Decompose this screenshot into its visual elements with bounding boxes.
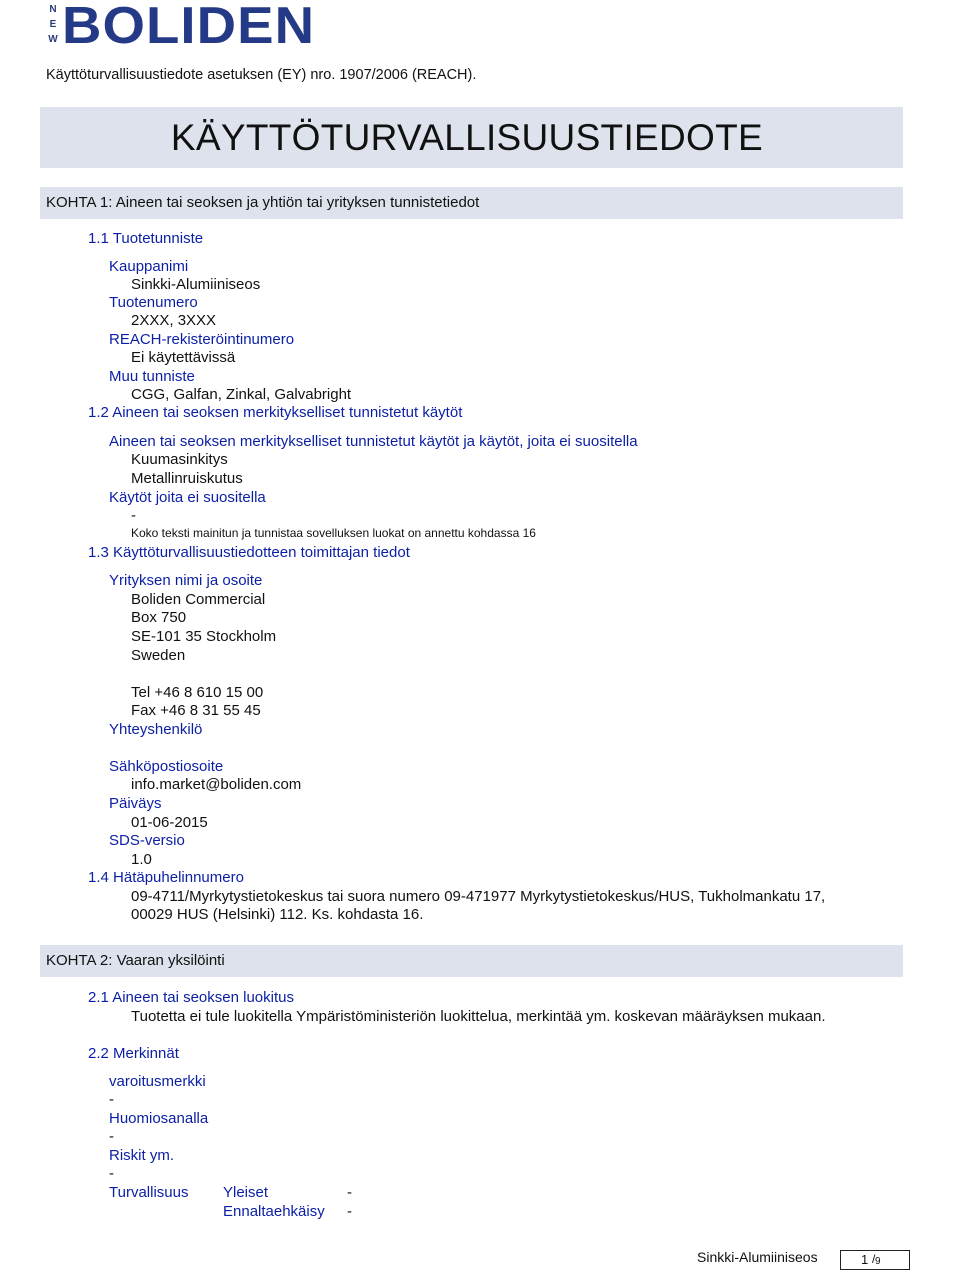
risks-label: Riskit ym. <box>109 1147 174 1164</box>
reach-number-label: REACH-rekisteröintinumero <box>109 331 295 348</box>
sds-version-label: SDS-versio <box>109 832 185 849</box>
warning-symbol-label: varoitusmerkki <box>109 1073 206 1090</box>
subsection-2-2-heading: 2.2 Merkinnät <box>88 1045 179 1062</box>
safety-general-value: - <box>347 1184 352 1201</box>
sds-version-value: 1.0 <box>131 851 152 868</box>
contact-label: Yhteyshenkilö <box>109 721 203 738</box>
classification-text: Tuotetta ei tule luokitella Ympäristöministeriön luokittelua, merkintää ym. koskevan määräyksen mukaan. <box>131 1008 826 1025</box>
safety-prevention-label: Ennaltaehkäisy <box>223 1203 325 1220</box>
emergency-line-1: 09-4711/Myrkytystietokeskus tai suora numero 09-471977 Myrkytystietokeskus/HUS, Tukholmankatu 17, <box>131 888 826 905</box>
not-recommended-label: Käytöt joita ei suositella <box>109 489 266 506</box>
subsection-1-4-heading: 1.4 Hätäpuhelinnumero <box>88 869 244 886</box>
subsection-1-3-heading: 1.3 Käyttöturvallisuustiedotteen toimittajan tiedot <box>88 544 410 561</box>
company-label: Yrityksen nimi ja osoite <box>109 572 263 589</box>
company-city: SE-101 35 Stockholm <box>131 628 277 645</box>
safety-label: Turvallisuus <box>109 1184 189 1201</box>
section-1-band <box>40 187 903 219</box>
email-value: info.market@boliden.com <box>131 776 302 793</box>
page-number: 1 <box>861 1252 869 1267</box>
company-tel: Tel +46 8 610 15 00 <box>131 684 264 701</box>
other-id-value: CGG, Galfan, Zinkal, Galvabright <box>131 386 352 403</box>
risks-value: - <box>109 1165 114 1182</box>
product-number-value: 2XXX, 3XXX <box>131 312 217 329</box>
trade-name-value: Sinkki-Alumiiniseos <box>131 276 261 293</box>
product-number-label: Tuotenumero <box>109 294 198 311</box>
section-16-note: Koko teksti mainitun ja tunnistaa sovelluksen luokat on annettu kohdassa 16 <box>131 526 536 540</box>
document-title: KÄYTTÖTURVALLISUUSTIEDOTE <box>170 117 763 158</box>
page-total: 9 <box>875 1256 881 1267</box>
date-value: 01-06-2015 <box>131 814 208 831</box>
signal-word-value: - <box>109 1128 114 1145</box>
footer-product-name: Sinkki-Alumiiniseos <box>697 1249 818 1265</box>
subsection-2-1-heading: 2.1 Aineen tai seoksen luokitus <box>88 989 294 1006</box>
logo-letter: W <box>48 34 58 45</box>
page-separator: / <box>872 1252 876 1266</box>
safety-general-label: Yleiset <box>223 1184 269 1201</box>
company-fax: Fax +46 8 31 55 45 <box>131 702 261 719</box>
title-band <box>40 107 903 168</box>
company-name: Boliden Commercial <box>131 591 266 608</box>
other-id-label: Muu tunniste <box>109 368 195 385</box>
uses-label: Aineen tai seoksen merkitykselliset tunnistetut käytöt ja käytöt, joita ei suositella <box>109 433 638 450</box>
use-metal-spray: Metallinruiskutus <box>131 470 243 487</box>
section-2-heading: KOHTA 2: Vaaran yksilöinti <box>46 952 225 969</box>
signal-word-label: Huomiosanalla <box>109 1110 209 1127</box>
company-box: Box 750 <box>131 609 187 626</box>
logo-new-mark <box>46 4 60 48</box>
section-1-heading: KOHTA 1: Aineen tai seoksen ja yhtiön tai yrityksen tunnistetiedot <box>46 194 480 211</box>
regulation-line: Käyttöturvallisuustiedote asetuksen (EY) nro. 1907/2006 (REACH). <box>46 67 477 83</box>
subsection-1-2-heading: 1.2 Aineen tai seoksen merkitykselliset tunnistetut käytöt <box>88 404 463 421</box>
safety-prevention-value: - <box>347 1203 352 1220</box>
not-recommended-value: - <box>131 507 136 524</box>
reach-number-value: Ei käytettävissä <box>131 349 236 366</box>
logo-wordmark: BOLIDEN <box>62 0 316 55</box>
logo-letter: N <box>49 4 57 15</box>
logo-letter: E <box>49 19 57 30</box>
emergency-line-2: 00029 HUS (Helsinki) 112. Ks. kohdasta 16. <box>131 906 424 923</box>
boliden-logo <box>46 0 316 55</box>
section-2-band <box>40 945 903 977</box>
warning-symbol-value: - <box>109 1091 114 1108</box>
company-country: Sweden <box>131 647 186 664</box>
trade-name-label: Kauppanimi <box>109 258 189 275</box>
email-label: Sähköpostiosoite <box>109 758 224 775</box>
subsection-1-1-heading: 1.1 Tuotetunniste <box>88 230 204 247</box>
use-hot-dip: Kuumasinkitys <box>131 451 228 468</box>
date-label: Päiväys <box>109 795 162 812</box>
